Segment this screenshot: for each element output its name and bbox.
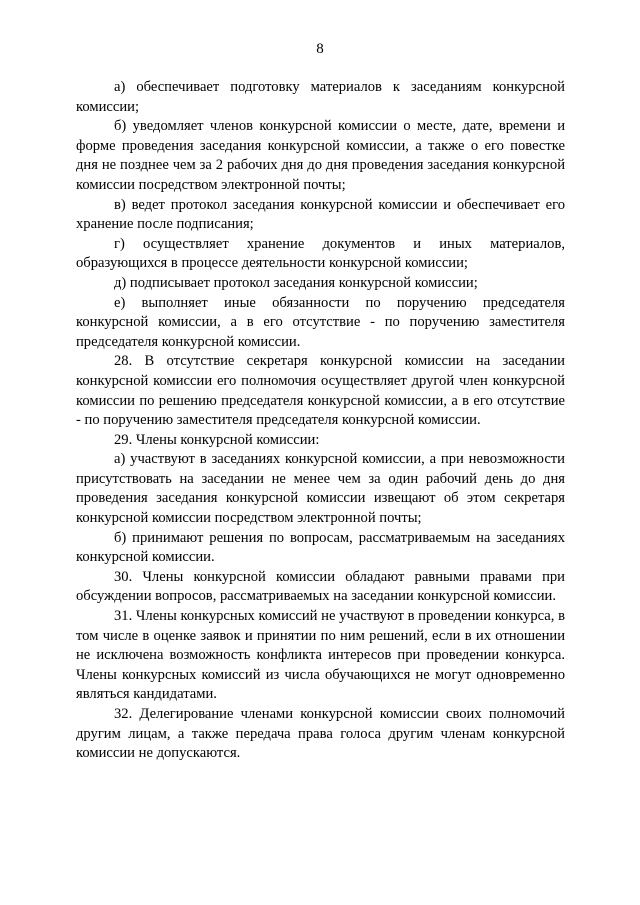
paragraph-31: 31. Члены конкурсных комиссий не участвуют в проведении конкурса, в том числе в оценке заявок и принятии по ним решений, если в их отношении не исключена возможность конфликта интересов при проведении конкурса. Члены конкурсных комиссий из числа обучающихся не могут одновременно являться кандидатами. [76, 608, 565, 703]
paragraph-d-signs-minutes: д) подписывает протокол заседания конкурсной комиссии; [114, 274, 478, 291]
document-body [76, 78, 565, 764]
page-number: 8 [316, 41, 324, 57]
paragraph-e-other-duties: е) выполняет иные обязанности по поручению председателя конкурсной комиссии, а в его отсутствие - по поручению заместителя председателя конкурсной комиссии. [76, 294, 565, 350]
paragraph-32: 32. Делегирование членами конкурсной комиссии своих полномочий другим лицам, а также передача права голоса другим членам конкурсной комиссии не допускаются. [76, 706, 565, 762]
paragraph-29: 29. Члены конкурсной комиссии: [114, 431, 320, 448]
paragraph-v-keeps-minutes: в) ведет протокол заседания конкурсной комиссии и обеспечивает его хранение после подписания; [76, 196, 565, 233]
paragraph-29-b: б) принимают решения по вопросам, рассматриваемым на заседаниях конкурсной комиссии. [76, 529, 565, 566]
paragraph-b-notifies-members: б) уведомляет членов конкурсной комиссии о месте, дате, времени и форме проведения заседания конкурсной комиссии, а также о его повестке дня не позднее чем за 2 рабочих дня до дня проведения заседания конкурсной комиссии посредством электронной почты; [76, 118, 565, 193]
paragraph-a-prepares-materials: а) обеспечивает подготовку материалов к заседаниям конкурсной комиссии; [76, 79, 565, 115]
paragraph-30: 30. Члены конкурсной комиссии обладают равными правами при обсуждении вопросов, рассматриваемых на заседании конкурсной комиссии. [76, 568, 565, 605]
paragraph-28: 28. В отсутствие секретаря конкурсной комиссии на заседании конкурсной комиссии его полномочия осуществляет другой член конкурсной комиссии по решению председателя конкурсной комиссии, а в его отсутствие - по поручению заместителя председателя конкурсной комиссии. [76, 353, 565, 429]
paragraph-29-a: а) участвуют в заседаниях конкурсной комиссии, а при невозможности присутствовать на заседании не менее чем за один рабочий день до дня проведения заседания конкурсной комиссии извещают об этом секретаря конкурсной комиссии посредством электронной почты; [76, 451, 565, 527]
paragraph-g-stores-documents: г) осуществляет хранение документов и иных материалов, образующихся в процессе деятельности конкурсной комиссии; [76, 235, 565, 272]
